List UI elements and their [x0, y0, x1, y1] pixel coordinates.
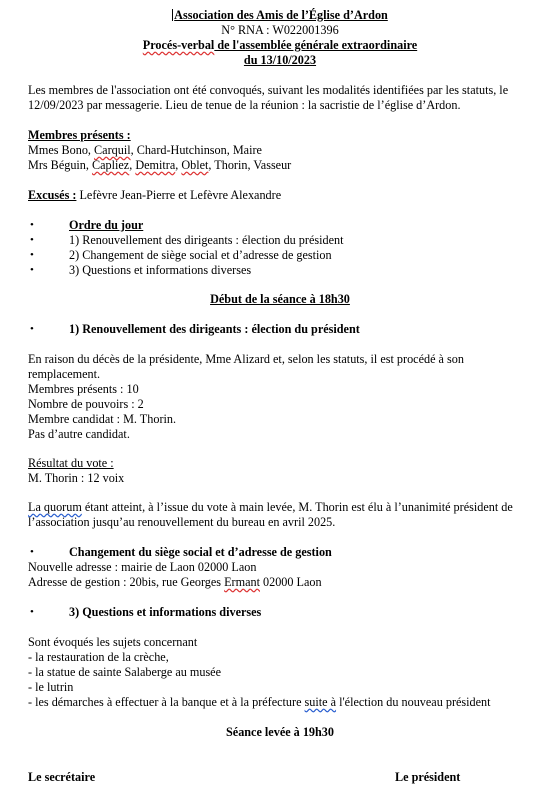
org-name-heading: Association des Amis de l’Église d’Ardon [174, 8, 388, 22]
no-other-candidate: Pas d’autre candidat. [28, 427, 130, 441]
members-present-count: Membres présents : 10 [28, 382, 139, 396]
section3-title: 3) Questions et informations diverses [69, 605, 262, 619]
section1-para-line-2: remplacement. [28, 367, 101, 381]
candidate-line: Membre candidat : M. Thorin. [28, 412, 177, 426]
bullet: • [30, 234, 34, 246]
powers-count: Nombre de pouvoirs : 2 [28, 397, 144, 411]
session-end: Séance levée à 19h30 [226, 725, 334, 739]
members-line-2: Mrs Béguin, Capliez, Demitra, Oblet, Thorin, Vasseur [28, 158, 292, 172]
list-item: - la statue de sainte Salaberge au musée [28, 665, 222, 679]
vote-result: M. Thorin : 12 voix [28, 471, 125, 485]
section1-para-line-1: En raison du décès de la présidente, Mme Alizard et, selon les statuts, il est procédé à son [28, 352, 464, 366]
bullet: • [30, 264, 34, 276]
section2-title: Changement du siège social et d’adresse de gestion [69, 545, 332, 559]
session-start: Début de la séance à 18h30 [210, 292, 350, 306]
intro-line-2: 12/09/2023 par messagerie. Lieu de tenue de la réunion : la sacristie de l’église d’Ardon. [28, 98, 461, 112]
agenda-item: 2) Changement de siège social et d’adresse de gestion [69, 248, 332, 262]
intro-line-1: Les membres de l'association ont été convoqués, suivant les modalités identifiées par les statuts, le [28, 83, 509, 97]
excused-line: Excusés : Lefèvre Jean-Pierre et Lefèvre Alexandre [28, 188, 282, 202]
agenda-item: 3) Questions et informations diverses [69, 263, 252, 277]
list-item: - la restauration de la crèche, [28, 650, 169, 664]
bullet: • [30, 323, 34, 335]
members-heading: Membres présents : [28, 128, 131, 142]
meeting-date: du 13/10/2023 [243, 53, 317, 67]
rna-number: N° RNA : W022001396 [221, 23, 339, 37]
list-item: - le lutrin [28, 680, 74, 694]
secretary-signature-label: Le secrétaire [28, 770, 96, 784]
agenda-title: Ordre du jour [69, 218, 144, 232]
management-address: Adresse de gestion : 20bis, rue Georges Ermant 02000 Laon [28, 575, 322, 589]
new-address: Nouvelle adresse : mairie de Laon 02000 Laon [28, 560, 257, 574]
bullet: • [30, 546, 34, 558]
bullet: • [30, 219, 34, 231]
list-item: - les démarches à effectuer à la banque et à la préfecture suite à l'élection du nouveau président [28, 695, 491, 709]
pv-title: Procés-verbal de l'assemblée générale extraordinaire [142, 38, 418, 52]
section3-intro: Sont évoqués les sujets concernant [28, 635, 198, 649]
members-line-1: Mmes Bono, Carquil, Chard-Hutchinson, Maire [28, 143, 262, 157]
section1-title: 1) Renouvellement des dirigeants : élection du président [69, 322, 360, 336]
bullet: • [30, 249, 34, 261]
vote-result-label: Résultat du vote : [28, 456, 114, 470]
quorum-line-2: l’association jusqu’au renouvellement du bureau en avril 2025. [28, 515, 336, 529]
bullet: • [30, 606, 34, 618]
agenda-item: 1) Renouvellement des dirigeants : élection du président [69, 233, 344, 247]
president-signature-label: Le président [395, 770, 461, 784]
quorum-line-1: La quorum étant atteint, à l’issue du vote à main levée, M. Thorin est élu à l’unanimité président de [28, 500, 513, 514]
